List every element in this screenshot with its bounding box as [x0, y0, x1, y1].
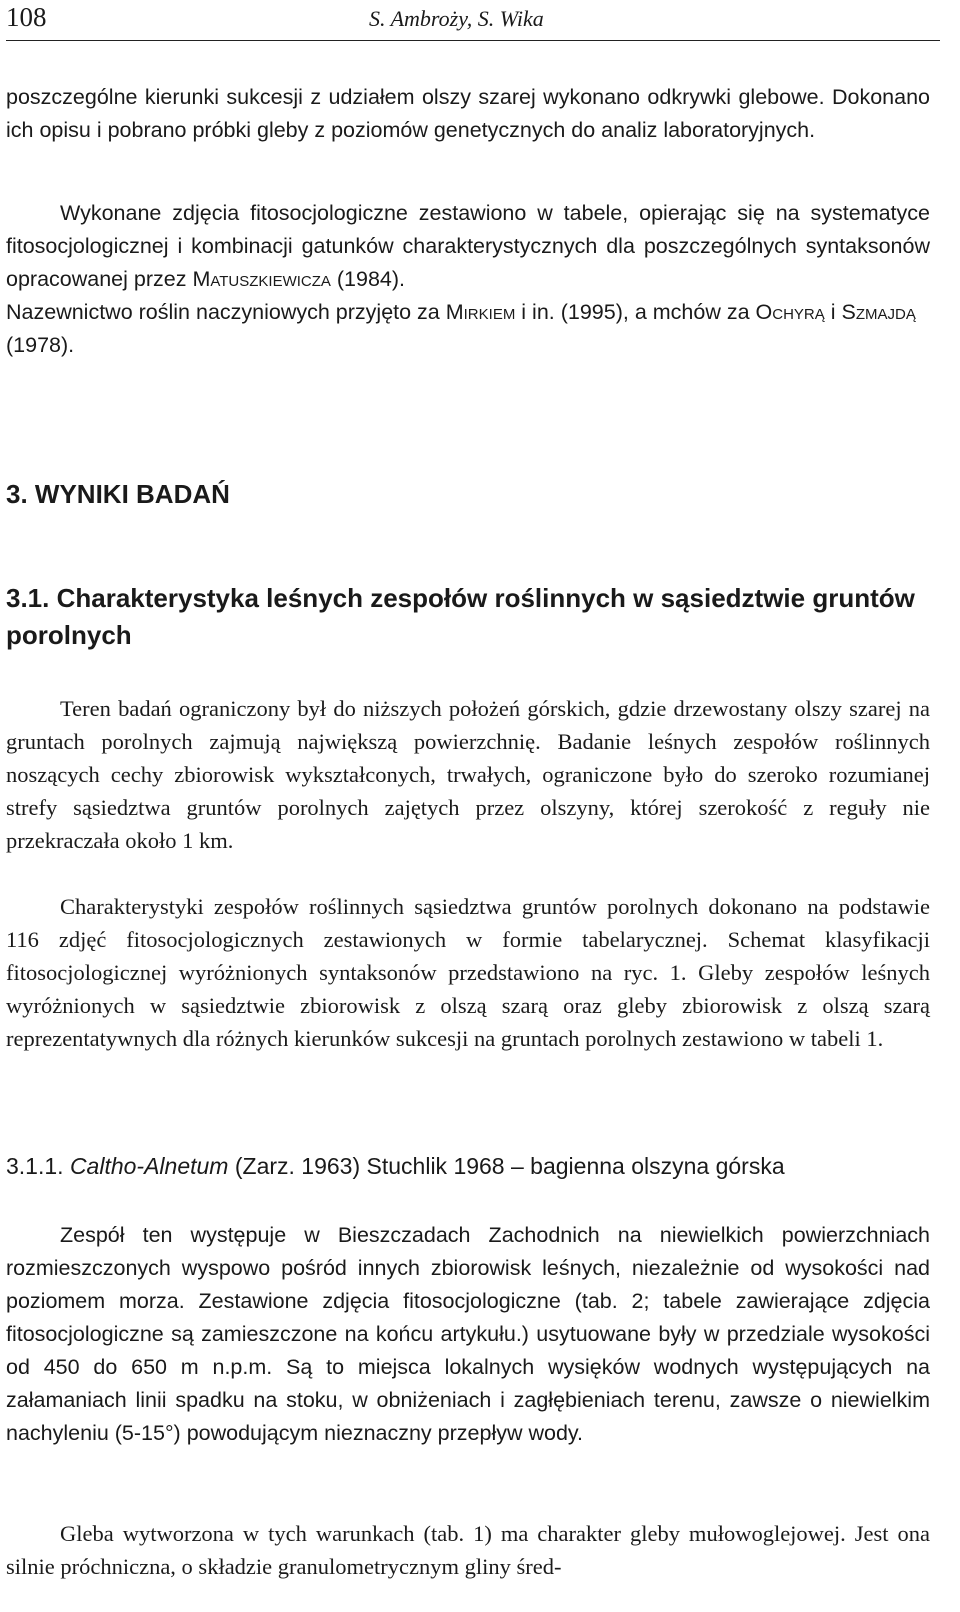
running-head: S. Ambroży, S. Wika — [369, 6, 544, 31]
subsection-text-2: Gleba wytworzona w tych warunkach (tab. 1) ma charakter gleby mułowoglejowej. Jest ona silnie próchniczna, o składzie granulometrycznym gliny śred- — [6, 1521, 930, 1579]
author-citation: Ochyrą — [755, 300, 825, 324]
results-text-1: Teren badań ograniczony był do niższych położeń górskich, gdzie drzewostany olszy szarej na gruntach porolnych zajmują największą powierzchnię. Badanie leśnych zespołów roślinnych noszących cechy zbiorowisk wykształconych, trwałych, ograniczone było do szeroko rozumianej strefy sąsiedztwa gruntów porolnych zajętych przez olszyny, której szerokość z reguły nie przekraczała około 1 km. — [6, 696, 930, 853]
page-number: 108 — [6, 2, 47, 32]
author-citation: Mirkiem — [445, 300, 516, 324]
methods-paragraph-3 — [6, 296, 930, 362]
subsection-paragraph-1 — [6, 1219, 930, 1450]
methods-text-3: Nazewnictwo roślin naczyniowych przyjęto za Mirkiem i in. (1995), a mchów za Ochyrą i Szmajdą (1978). — [6, 300, 916, 357]
author-citation: Szmajdą — [841, 300, 916, 324]
methods-paragraph-1 — [6, 81, 930, 147]
methods-text-1: poszczególne kierunki sukcesji z udziałem olszy szarej wykonano odkrywki glebowe. Dokonano ich opisu i pobrano próbki gleby z poziomów genetycznych do analiz laboratoryjnych. — [6, 85, 930, 142]
taxon-name: Caltho-Alnetum — [69, 1153, 229, 1179]
subsubsection-heading: 3.1.1. Caltho-Alnetum (Zarz. 1963) Stuchlik 1968 – bagienna olszyna górska — [6, 1153, 785, 1179]
author-citation: Matuszkiewicza — [192, 267, 331, 291]
subsection-paragraph-2 — [6, 1517, 930, 1583]
results-paragraph-1 — [6, 692, 930, 857]
methods-paragraph-2 — [6, 197, 930, 296]
results-paragraph-2 — [6, 890, 930, 1055]
subsection-heading: 3.1. Charakterystyka leśnych zespołów roślinnych w sąsiedztwie gruntów porolnych — [6, 583, 915, 650]
page-header — [6, 0, 940, 41]
section-heading: 3. WYNIKI BADAŃ — [6, 479, 230, 509]
methods-text-2: Wykonane zdjęcia fitosocjologiczne zestawiono w tabele, opierając się na systematyce fitosocjologicznej i kombinacji gatunków charakterystycznych dla poszczególnych syntaksonów opracowanej przez Matuszkiewicza (1984). — [6, 201, 930, 291]
results-text-2: Charakterystyki zespołów roślinnych sąsiedztwa gruntów porolnych dokonano na podstawie 116 zdjęć fitosocjologicznych zestawionych w formie tabelarycznej. Schemat klasyfikacji fitosocjologicznej wyróżnionych syntaksonów przedstawiono na ryc. 1. Gleby zespołów leśnych wyróżnionych w sąsiedztwie zbiorowisk z olszą szarą oraz gleby zbiorowisk z olszą szarą reprezentatywnych dla różnych kierunków sukcesji na gruntach porolnych zestawiono w tabeli 1. — [6, 894, 930, 1051]
subsection-text-1: Zespół ten występuje w Bieszczadach Zachodnich na niewielkich powierzchniach rozmieszczonych wyspowo pośród innych zbiorowisk leśnych, niezależnie od wysokości nad poziomem morza. Zestawione zdjęcia fitosocjologiczne (tab. 2; tabele zawierające zdjęcia fitosocjologiczne są zamieszczone na końcu artykułu.) usytuowane były w przedziale wysokości od 450 do 650 m n.p.m. Są to miejsca lokalnych wysięków wodnych występujących na załamaniach linii spadku na stoku, w obniżeniach i zagłębieniach terenu, zawsze o niewielkim nachyleniu (5-15°) powodującym nieznaczny przepływ wody. — [6, 1223, 930, 1445]
